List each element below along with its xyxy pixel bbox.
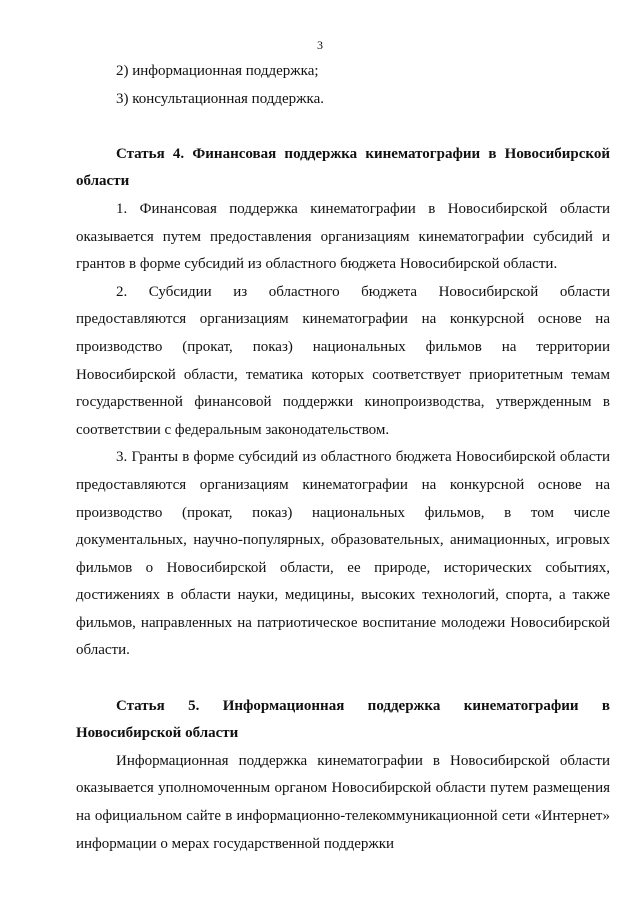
article-4-paragraph-1: 1. Финансовая поддержка кинематографии в Новосибирской области оказывается путем предоставления организациям кинематографии субсидий и грантов в форме субсидий из областного бюджета Новосибирской области. xyxy=(76,200,610,273)
article-5-paragraph-1: Информационная поддержка кинематографии в Новосибирской области оказывается уполномоченным органом Новосибирской области путем размещения на официальном сайте в информационно-телекоммуникационной сети «Интернет» информации о мерах государственной поддержки xyxy=(76,752,610,852)
list-item: 3) консультационная поддержка. xyxy=(116,90,325,107)
document-body xyxy=(76,58,610,858)
page-number: 3 xyxy=(317,38,323,52)
list-item: 2) информационная поддержка; xyxy=(116,63,319,79)
spacer xyxy=(76,665,610,693)
spacer xyxy=(76,113,610,141)
article-4-paragraph-3: 3. Гранты в форме субсидий из областного бюджета Новосибирской области предоставляются организациям кинематографии на конкурсной основе на производство (прокат, показ) национальных фильмов, в том числе документальных, научно-популярных, образовательных, анимационных, игровых фильмов о Новосибирской области, ее природе, исторических событиях, достижениях в области науки, медицины, высоких технологий, спорта, а также фильмов, направленных на патриотическое воспитание молодежи Новосибирской области. xyxy=(76,449,610,659)
article-4-heading: Статья 4. Финансовая поддержка кинематографии в Новосибирской области xyxy=(76,145,610,190)
article-5-heading: Статья 5. Информационная поддержка кинематографии в Новосибирской области xyxy=(76,697,610,742)
article-4-paragraph-2: 2. Субсидии из областного бюджета Новосибирской области предоставляются организациям кинематографии на конкурсной основе на производство (прокат, показ) национальных фильмов на территории Новосибирской области, тематика которых соответствует приоритетным темам государственной финансовой поддержки кинопроизводства, утвержденным в соответствии с федеральным законодательством. xyxy=(76,283,610,438)
